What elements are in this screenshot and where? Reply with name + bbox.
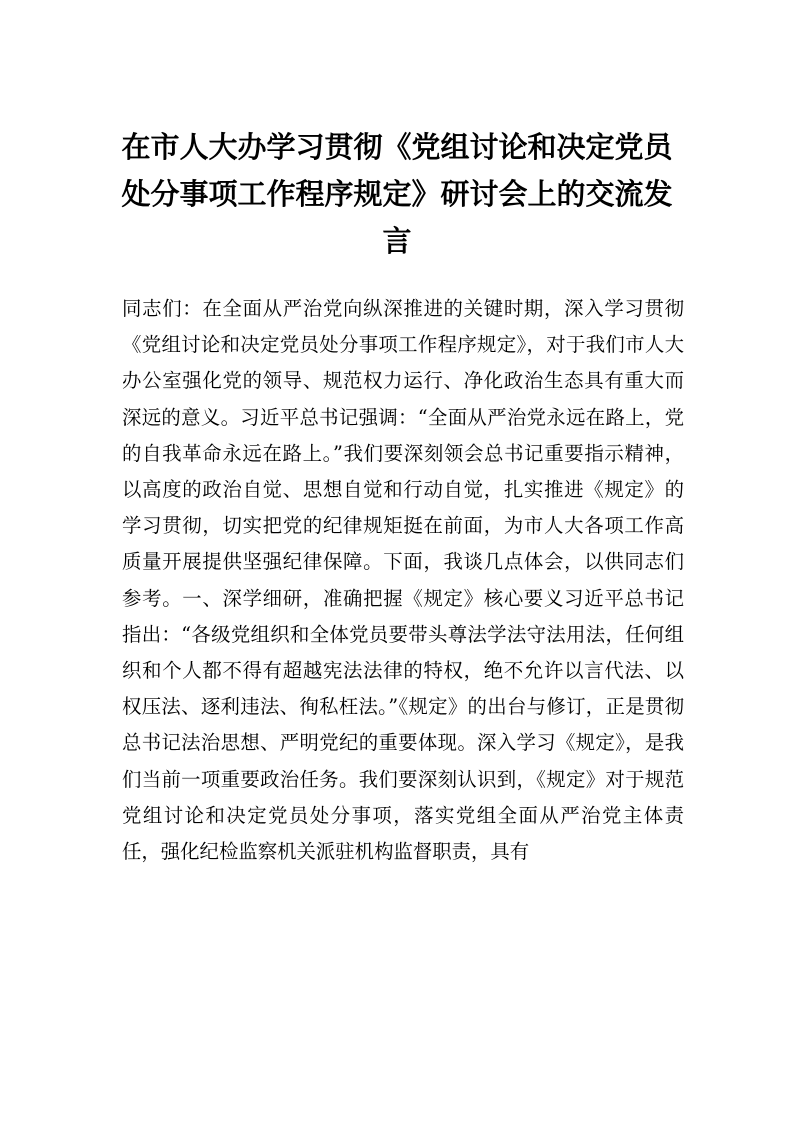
- document-body: 同志们：在全面从严治党向纵深推进的关键时期，深入学习贯彻《党组讨论和决定党员处分事项工作程序规定》，对于我们市人大办公室强化党的领导、规范权力运行、净化政治生态具有重大而深远的意义。习近平总书记强调：“全面从严治党永远在路上，党的自我革命永远在路上。”我们要深刻领会总书记重要指示精神，以高度的政治自觉、思想自觉和行动自觉，扎实推进《规定》的学习贯彻，切实把党的纪律规矩挺在前面，为市人大各项工作高质量开展提供坚强纪律保障。下面，我谈几点体会，以供同志们参考。一、深学细研，准确把握《规定》核心要义习近平总书记指出：“各级党组织和全体党员要带头尊法学法守法用法，任何组织和个人都不得有超越宪法法律的特权，绝不允许以言代法、以权压法、逐利违法、徇私枉法。”《规定》的出台与修订，正是贯彻总书记法治思想、严明党纪的重要体现。深入学习《规定》，是我们当前一项重要政治任务。我们要深刻认识到，《规定》对于规范党组讨论和决定党员处分事项，落实党组全面从严治党主体责任，强化纪检监察机关派驻机构监督职责，具有: [122, 297, 684, 864]
- document-title: 在市人大办学习贯彻《党组讨论和决定党员处分事项工作程序规定》研讨会上的交流发言: [121, 130, 673, 258]
